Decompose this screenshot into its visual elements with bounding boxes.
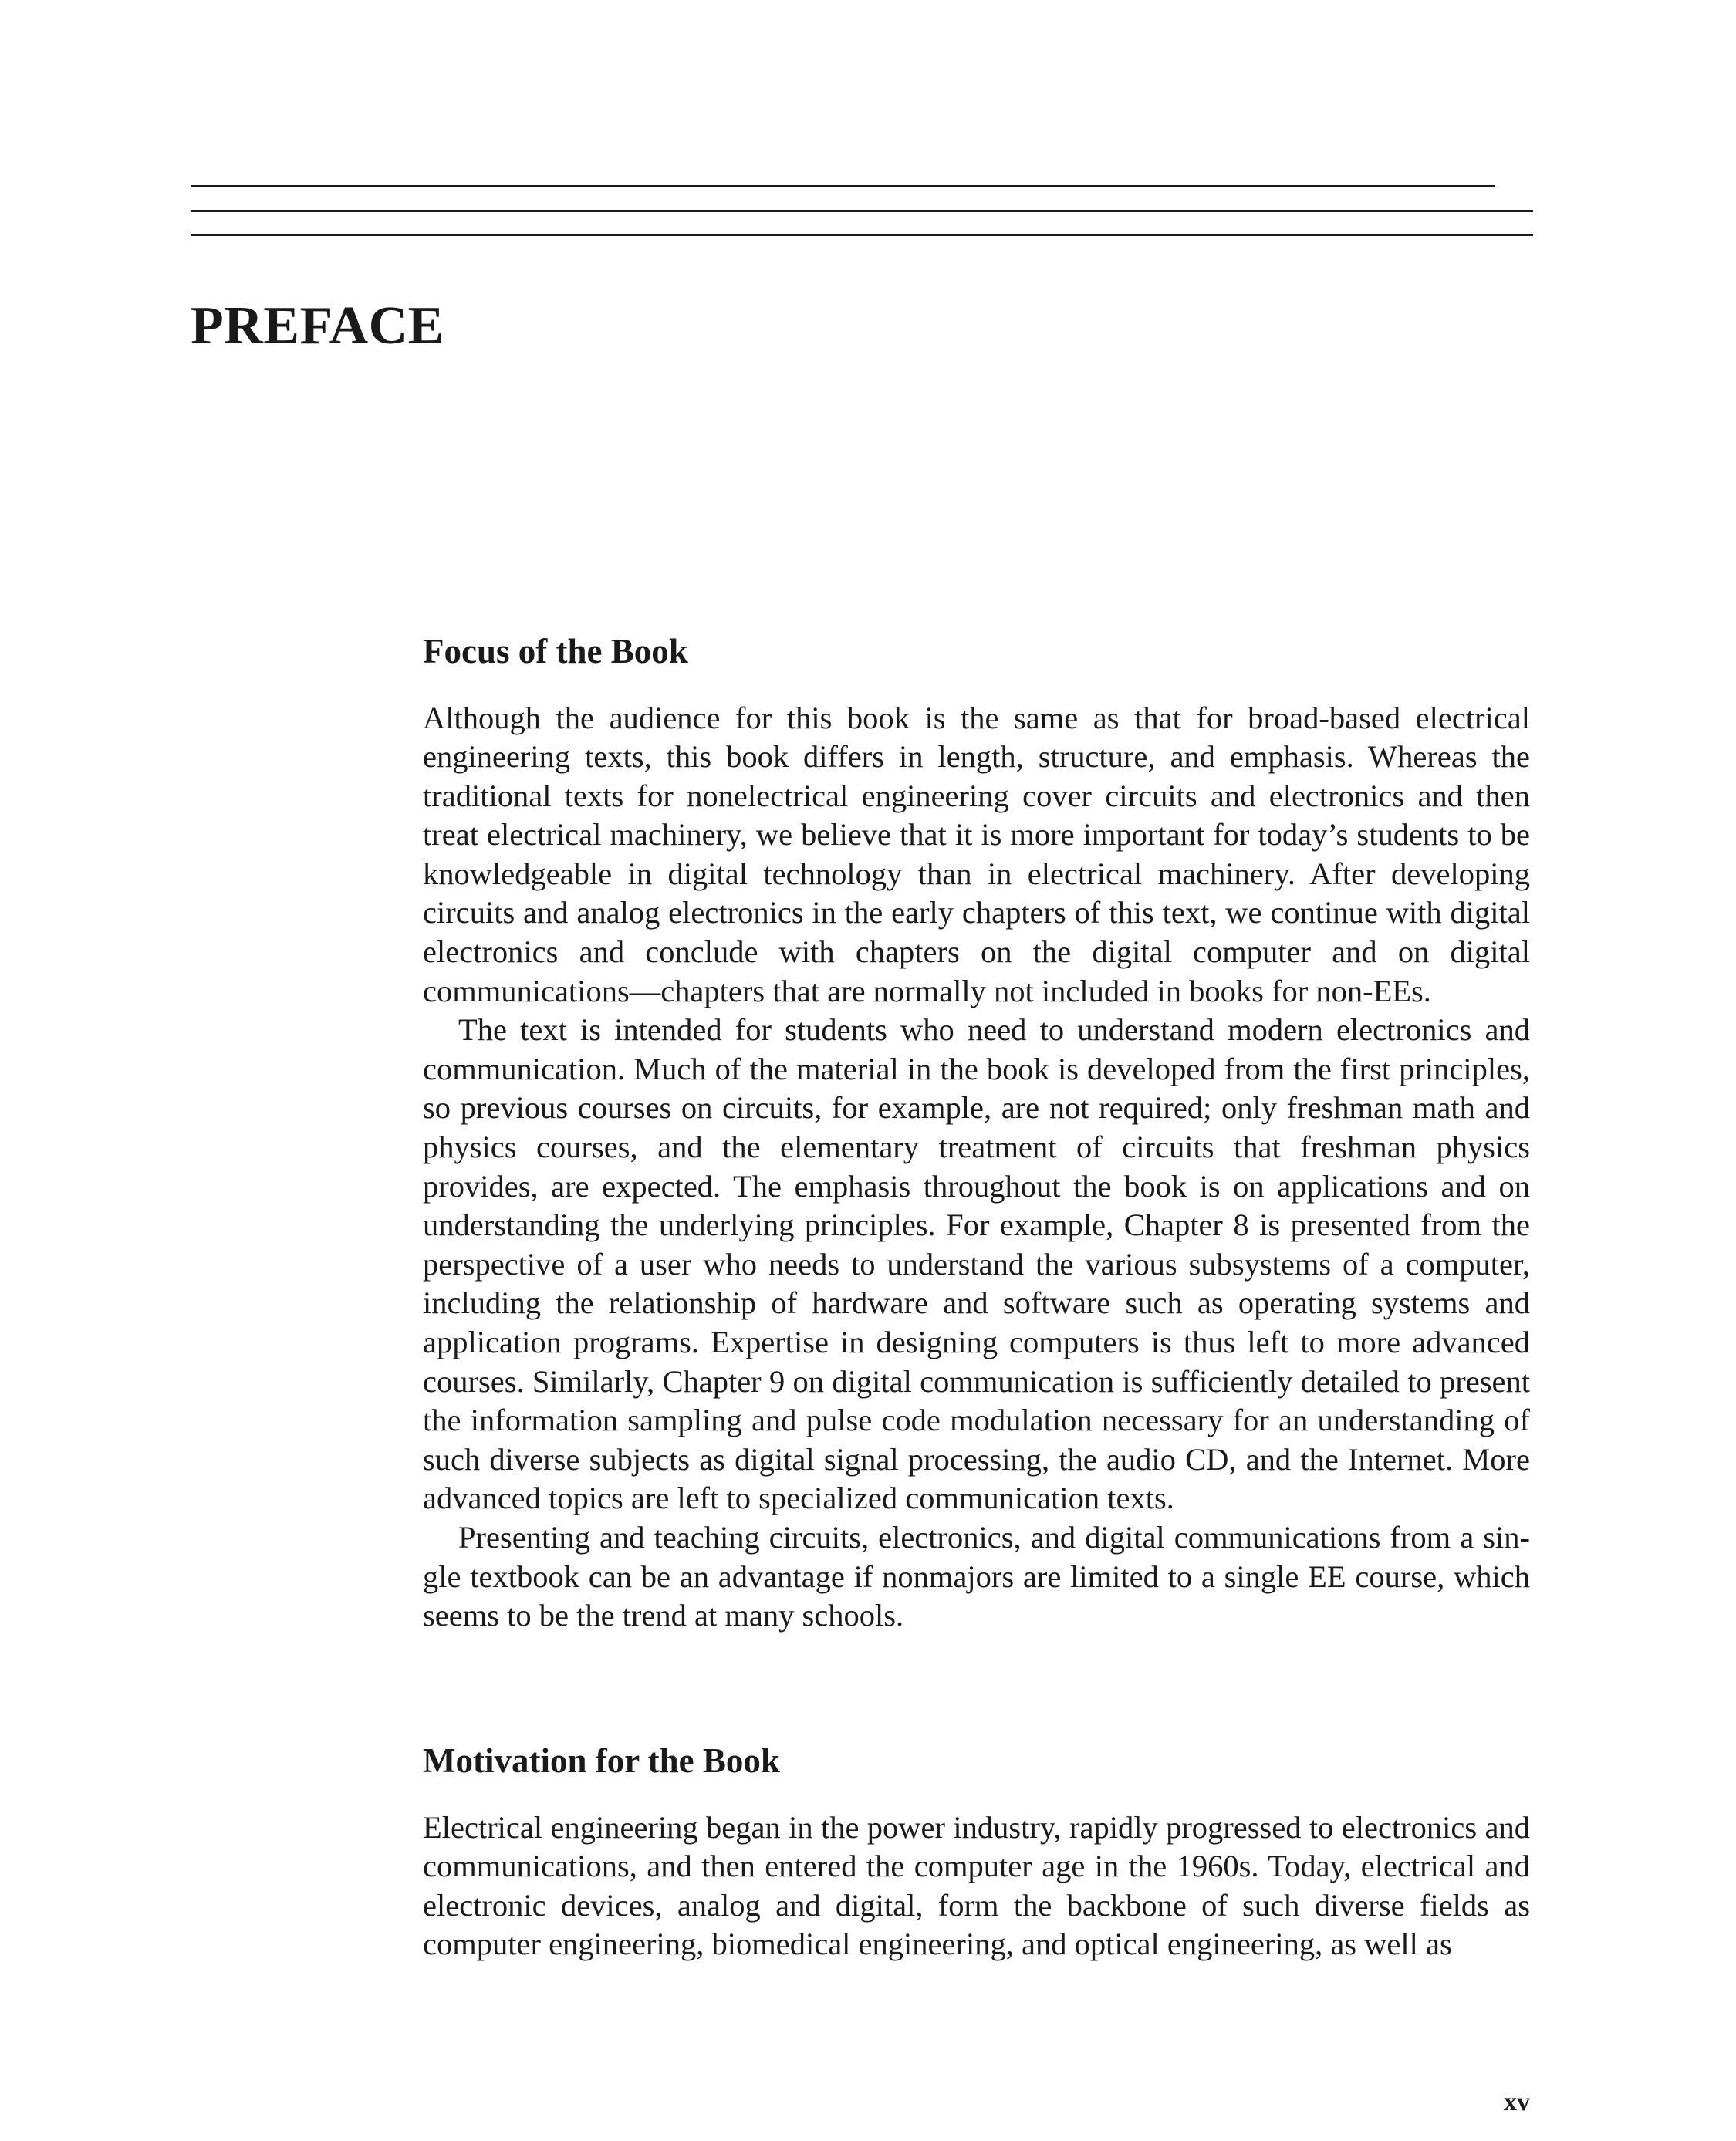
header-rule-middle	[191, 210, 1533, 212]
section-focus-of-the-book	[423, 633, 1530, 1636]
paragraph: Electrical engineering began in the power industry, rapidly progressed to electronics and communications, and then entered the computer age in the 1960s. Today, electrical and electronic devices, analog and digital, form the backbone of such diverse fields as computer engineering, biomedical engineering, and optical engineering, as well as	[423, 1809, 1530, 1962]
paragraph: Presenting and teaching circuits, electronics, and digital communications from a single textbook can be an advantage if nonmajors are limited to a single EE course, which seems to be the trend at many schools.	[423, 1519, 1530, 1633]
section-heading: Motivation for the Book	[423, 1741, 780, 1780]
paragraph: The text is intended for students who need to understand modern electronics and communication. Much of the material in the book is developed from the first principles, so previous courses on circuits, for example, are not required; only freshman math and physics courses, and the elementary treatment of circuits that freshman physics provides, are expected. The emphasis throughout the book is on applications and on understanding the underlying principles. For example, Chapter 8 is presented from the perspective of a user who needs to understand the various subsystems of a computer, including the relationship of hardware and software such as operating systems and application programs. Expertise in designing computers is thus left to more advanced courses. Similarly, Chapter 9 on digital communication is sufficiently detailed to present the information sampling and pulse code modulation necessary for an understanding of such diverse subjects as digital signal processing, the audio CD, and the Internet. More advanced topics are left to specialized communication texts.	[423, 1012, 1530, 1516]
section-heading: Focus of the Book	[423, 632, 688, 670]
page-number: xv	[1504, 2088, 1530, 2116]
paragraph: Although the audience for this book is the same as that for broad-based electrical engineering texts, this book differs in length, structure, and emphasis. Whereas the traditional texts for nonelectrical engineering cover circuits and electronics and then treat electrical machinery, we believe that it is more important for today’s students to be knowledgeable in digital technology than in electrical machinery. After developing circuits and analog electronics in the early chapters of this text, we continue with digital electronics and conclude with chapters on the digital computer and on digital communications—chapters that are normally not included in books for non-EEs.	[423, 700, 1530, 1008]
header-rule-top	[191, 185, 1495, 187]
section-motivation-for-the-book	[423, 1742, 1530, 1964]
header-rule-bottom	[191, 234, 1533, 236]
page-title: PREFACE	[191, 296, 444, 356]
